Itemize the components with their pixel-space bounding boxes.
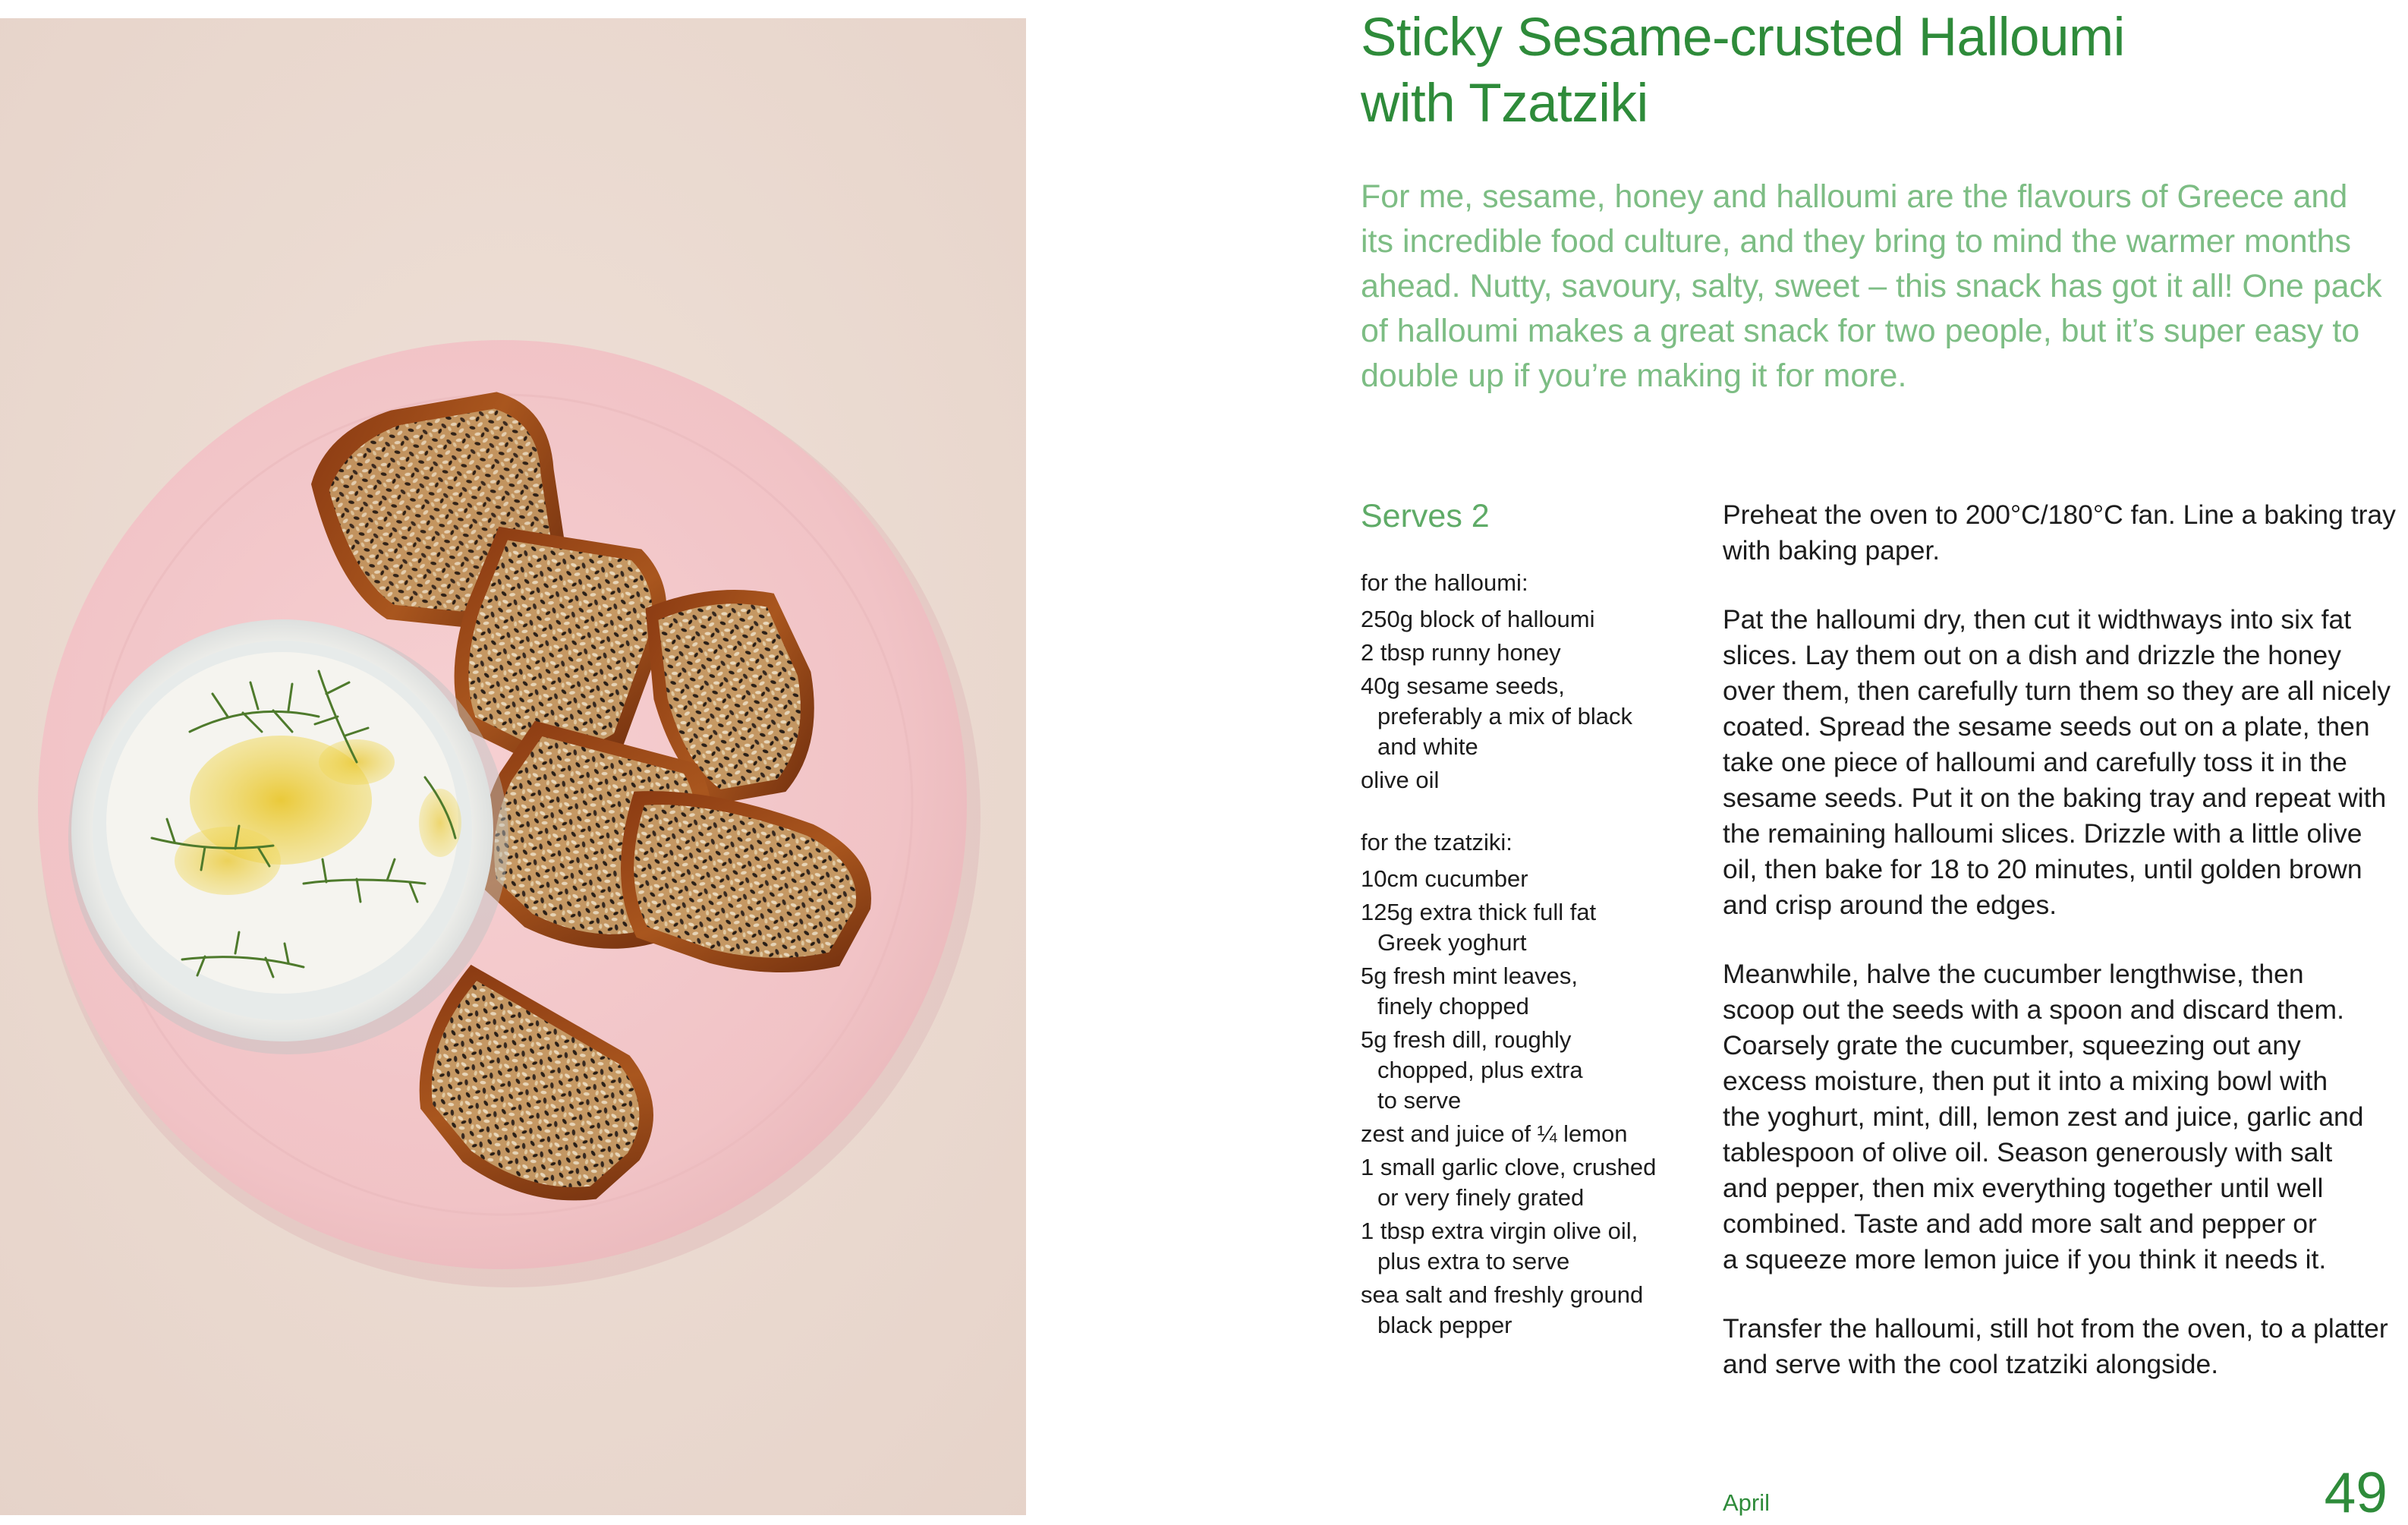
ingredient-item <box>1361 1216 1679 1277</box>
ingredient-line: or very finely grated <box>1377 1184 1585 1211</box>
ingredient-line: black pepper <box>1377 1312 1512 1338</box>
ingredient-line: zest and juice of ¼ lemon <box>1361 1120 1628 1147</box>
method-line: coated. Spread the sesame seeds out on a plate, then <box>1723 711 2370 742</box>
recipe-title <box>1361 5 2347 137</box>
ingredient-line: Greek yoghurt <box>1377 929 1527 956</box>
ingredient-group-heading: for the tzatziki: <box>1361 829 1512 855</box>
ingredient-line: and white <box>1377 733 1478 760</box>
ingredient-line: 2 tbsp runny honey <box>1361 639 1561 666</box>
ingredient-item <box>1361 961 1679 1022</box>
ingredient-line: 1 small garlic clove, crushed <box>1361 1154 1657 1180</box>
method-line: the yoghurt, mint, dill, lemon zest and juice, garlic and <box>1723 1101 2364 1132</box>
intro-line: ahead. Nutty, savoury, salty, sweet – this snack has got it all! One pack <box>1361 268 2382 304</box>
method-line: with baking paper. <box>1723 535 1941 566</box>
ingredient-item <box>1361 1280 1679 1341</box>
method-line: and serve with the cool tzatziki alongside. <box>1723 1349 2219 1379</box>
method-line: Preheat the oven to 200°C/180°C fan. Line a baking tray <box>1723 499 2396 530</box>
ingredient-line: to serve <box>1377 1087 1462 1114</box>
method-line: tablespoon of olive oil. Season generously with salt <box>1723 1137 2333 1167</box>
method-paragraph <box>1723 1311 2391 1382</box>
method-line: Meanwhile, halve the cucumber lengthwise, then <box>1723 959 2304 989</box>
method-paragraph <box>1723 497 2396 569</box>
footer-section-label: April <box>1723 1489 1771 1516</box>
ingredient-line: 250g block of halloumi <box>1361 606 1595 632</box>
method-paragraph <box>1723 602 2391 923</box>
recipe-intro <box>1361 175 2393 399</box>
ingredient-group-halloumi <box>1361 604 1679 796</box>
method-line: and pepper, then mix everything together until well <box>1723 1173 2324 1203</box>
intro-line: For me, sesame, honey and halloumi are the flavours of Greece and <box>1361 178 2348 215</box>
recipe-title-line: Sticky Sesame-crusted Halloumi <box>1361 8 2125 68</box>
page-number: 49 <box>2324 1460 2388 1524</box>
method-line: Pat the halloumi dry, then cut it widthways into six fat <box>1723 604 2352 635</box>
intro-line: of halloumi makes a great snack for two people, but it’s super easy to <box>1361 313 2360 349</box>
recipe-title-line: with Tzatziki <box>1361 74 1648 134</box>
method-line: scoop out the seeds with a spoon and discard them. <box>1723 994 2344 1025</box>
ingredient-item <box>1361 638 1679 668</box>
ingredient-line: 40g sesame seeds, <box>1361 673 1565 699</box>
method-line: Coarsely grate the cucumber, squeezing out any <box>1723 1030 2301 1060</box>
ingredient-group-heading: for the halloumi: <box>1361 569 1528 596</box>
ingredients-list <box>1361 568 1679 1344</box>
ingredient-group-tzatziki <box>1361 864 1679 1341</box>
tzatziki-bowl <box>68 619 508 1054</box>
method-line: Transfer the halloumi, still hot from the oven, to a platter <box>1723 1313 2388 1344</box>
ingredient-line: olive oil <box>1361 767 1440 793</box>
method-paragraph <box>1723 956 2391 1278</box>
ingredient-line: sea salt and freshly ground <box>1361 1281 1644 1308</box>
ingredient-item <box>1361 897 1679 958</box>
ingredient-item <box>1361 671 1679 762</box>
serves-label: Serves 2 <box>1361 498 1490 534</box>
ingredient-line: finely chopped <box>1377 993 1529 1019</box>
halloumi-plate-illustration <box>0 18 1026 1515</box>
ingredient-item <box>1361 765 1679 796</box>
method-line: sesame seeds. Put it on the baking tray and repeat with <box>1723 783 2387 813</box>
ingredient-item <box>1361 604 1679 635</box>
method-line: slices. Lay them out on a dish and drizzle the honey <box>1723 640 2342 670</box>
method-line: excess moisture, then put it into a mixing bowl with <box>1723 1066 2328 1096</box>
method-steps <box>1723 497 2396 1416</box>
method-line: oil, then bake for 18 to 20 minutes, until golden brown <box>1723 854 2362 884</box>
ingredient-line: 125g extra thick full fat <box>1361 899 1597 925</box>
method-line: and crisp around the edges. <box>1723 890 2057 920</box>
ingredient-line: 5g fresh mint leaves, <box>1361 963 1579 989</box>
intro-line: double up if you’re making it for more. <box>1361 358 1907 394</box>
method-line: over them, then carefully turn them so they are all nicely <box>1723 676 2391 706</box>
method-line: the remaining halloumi slices. Drizzle with a little olive <box>1723 818 2362 849</box>
ingredient-line: 1 tbsp extra virgin olive oil, <box>1361 1218 1638 1244</box>
ingredient-item <box>1361 1119 1679 1149</box>
ingredient-line: plus extra to serve <box>1377 1248 1570 1275</box>
method-line: take one piece of halloumi and carefully toss it in the <box>1723 747 2347 777</box>
method-line: combined. Taste and add more salt and pepper or <box>1723 1208 2317 1239</box>
ingredient-line: 5g fresh dill, roughly <box>1361 1026 1572 1053</box>
ingredient-item <box>1361 864 1679 894</box>
ingredient-item <box>1361 1152 1679 1213</box>
ingredient-line: 10cm cucumber <box>1361 865 1528 892</box>
ingredient-line: chopped, plus extra <box>1377 1057 1583 1083</box>
ingredient-item <box>1361 1025 1679 1116</box>
method-line: a squeeze more lemon juice if you think it needs it. <box>1723 1244 2327 1275</box>
intro-line: its incredible food culture, and they bring to mind the warmer months <box>1361 223 2351 260</box>
ingredient-line: preferably a mix of black <box>1377 703 1632 729</box>
recipe-photo <box>0 18 1026 1515</box>
